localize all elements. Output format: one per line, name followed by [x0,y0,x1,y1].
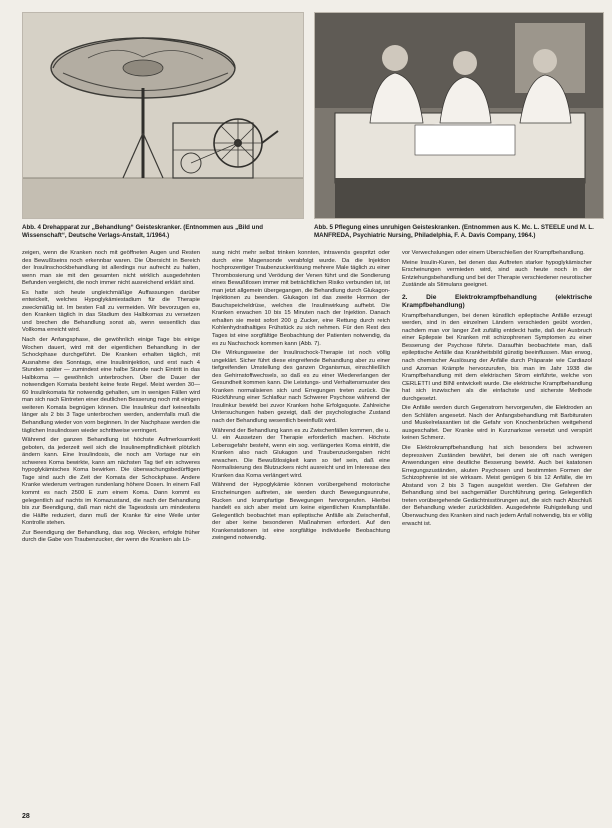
figure-patient-care-illustration [315,13,603,218]
paragraph: Während der Hypoglykämie können vorübergehend motorische Erscheinungen auftreten, sie werden durch Bewegungsunruhe, Rucken und krampfartige Bewegungen hervorgerufen. Hierbei handelt es sich aber meist um keine eigentlichen Krampfanfälle. Gelegentlich beobachtet man epileptische Anfälle als Zwischenfall, der aber keine besonderen Maßnahmen erfordert. Auf den Krankenstationen ist eine sorgfältige individuelle Beobachtung zwingend notwendig. [212,482,390,542]
text-column-middle [212,250,390,812]
paragraph: Während der Behandlung kann es zu Zwischenfällen kommen, die u. U. ein Aussetzen der Therapie erforderlich machen. Höchste Lebensgefahr besteht, wenn ein sog. verlängertes Koma eintritt, die Kranken also nach Glukagon und Traubenzuckergaben nicht erwachen. Die Bewußtlosigkeit kann so tief sein, daß eine Normalisierung des Blutzuckers nicht ausreicht und im Interesse des Kranken das Koma verlängert wird. [212,427,390,479]
figure-patient-care-photo [314,12,604,219]
paragraph: Meine Insulin-Kuren, bei denen das Auftreten starker hypoglykämischer Erscheinungen vermieden wird, sind auch heute noch in der Entziehungsbehandlung und bei der Therapie verschiedener neurotischer Zustände als Stimulans geeignet. [402,259,592,289]
paragraph: sung nicht mehr selbst trinken konnten, intravenös gespritzt oder durch eine Magensonde verabfolgt wurde. Da die Injektion hochprozentiger Traubenzuckerlösung mehrere Male täglich zu einer Thrombosierung und Verödung der Venen führt und die Sondierung eines Bewußtlosen immer mit beträchtlichen Risiko verbunden ist, ist man jetzt allgemein übergegangen, die Behandlung durch Glukagon-Injektionen zu beenden. Glukagon ist das zweite Hormon der Bauchspeicheldrüse, welches die Insulinwirkung aufhebt. Die Kranken erwachen 10 bis 15 Minuten nach der Injektion. Danach erhalten sie meist sofort 200 g Zucker, eine Rettung durch reich Kohlenhydrathaltiges Frühstück zu sich nehmen. Für den Rest des Tages ist eine sorgfältige Beobachtung der Patienten notwendig, da es zu Nachschock kommen kann (Abb. 7). [212,250,390,347]
paragraph: vor Verwechslungen oder einem Überschießen der Krampfbehandlung. [402,250,585,256]
figure-drehapparat-illustration [23,13,303,218]
paragraph: Zur Beendigung der Behandlung, das sog. Wecken, erfolgte früher durch die Gabe von Traubenzucker, der wenn die Kranken als Lö- [22,529,200,544]
paragraph: Die Anfälle werden durch Gegenstrom hervorgerufen, die Elektroden an den Schläfen angesetzt. Nach der Anfangsbehandlung mit Barbituraten und Muskelrelaxantien ist die Gefahr von Knochenbrüchen weitgehend ausgeschaltet. Der Kranke wird in Kurznarkose versetzt und verspürt keinen Schmerz. [402,405,592,442]
text-column-left [22,250,200,812]
paragraph: Krampfbehandlungen, bei denen künstlich epileptische Anfälle erzeugt werden, sind in den einzelnen Ländern verschieden geübt worden, nachdem man vor langer Zeit zufällig entdeckt hatte, daß der Ausbruch einer Epilepsie bei Kranken mit schizophrenen Symptomen zu einer Besserung der Psychose führte. Daraufhin beobachtete man, daß epileptische Anfälle das Krankheitsbild günstig beeinflussen. Man erwog, nach chemischer Auslösung der Anfälle durch Präparate wie Cardiazol und Azoman Krämpfe hervorzurufen, bis man im Jahr 1938 die Krampfbehandlung mit dem elektrischen Strom einführte, welche von CERLETTI und BINI entwickelt wurde. Die elektrische Krampfbehandlung hat sich inzwischen als die einfachste und sicherste Methode durchgesetzt. [402,312,592,402]
paragraph: zeigen, wenn die Kranken noch mit geöffneten Augen und Resten des Bewußtseins noch erkennbar waren. Die Übersicht in Bereich der Insulinschockbehandlung ist allerdings nur aufrecht zu halten, wenn man sie mit den gesamten nicht wirklich ausgedehnten Befunden vergleicht, die noch immer nicht ausreichend erklärt sind. [22,250,200,287]
figure-caption-patient-care: Abb. 5 Pflegung eines unruhigen Geisteskranken. (Entnommen aus K. Mc. L. STEELE und M. L. MANFREDA, Psychiatric Nursing, Philadelphia, F. A. Davis Company, 1964.) [314,224,594,239]
figure-drehapparat-photo [22,12,304,219]
section-heading: 2. Die Elektrokrampfbehandlung (elektrische Krampfbehandlung) [402,293,592,309]
paragraph: Nach der Anfangsphase, die gewöhnlich einige Tage bis einige Wochen dauert, wird mit der eigentlichen Behandlung in der Schockphase durchgeführt. Die Kranken erhalten täglich, mit Ausnahme des Sonntags, eine Insulininjektion, und erst nach 4 Stunden später — zumindest eine halbe Stunde nach Eintritt in das Halbkoma — gewöhnlich unterbrochen. Über die Dauer der notwendigen Komata besteht keine feste Regel. Meist werden 30—60 Insulinkomata für notwendig gehalten, um in wenigen Fällen wird man sich nach Eintreten einer deutlichen Besserung noch mit einigen weiteren Komata begnügen können. Die Insulinkur darf keinesfalls länger als 2 bis 3 Tage unterbrochen werden, andernfalls muß die Behandlung wieder von vorn beginnen. In der Nachphase werden die täglichen Insulindosen wieder schrittweise verringert. [22,337,200,434]
paragraph: Es hatte sich heute ungleichmäßige Auffassungen darüber entwickelt, welches Hypoglykämiestadium für die Therapie zweckmäßig ist. Im besten Fall zu vermeiden. Wir bevorzugen es, den Kranken täglich in das Stadium des Halbkomas zu versetzen und brechen die Behandlung sonst ab, wenn wesentlich das Vollkoma erreicht wird. [22,289,200,334]
paragraph: Die Elektrokrampfbehandlung hat sich besonders bei schweren depressiven Zuständen bewährt, bei denen sie oft nach wenigen Anwendungen eine deutliche Besserung bewirkt. Auch bei katatonen Erregungszuständen, akuten Psychosen und bestimmten Formen der Schizophrenie ist sie wirksam. Meist genügen 6 bis 12 Anfälle, die im Abstand von 2 bis 3 Tagen ausgelöst werden. Die Gefahren der Behandlung sind bei sachgemäßer Durchführung gering. Gelegentlich treten vorübergehende Gedächtnisstörungen auf, die sich nach Abschluß der Behandlung wieder zurückbilden. Ausgedehnte Ruhigstellung und Überwachung des Kranken sind nach jedem Anfall notwendig, bis er völlig erwacht ist. [402,445,592,527]
text-column-right [402,250,592,812]
figure-caption-drehapparat: Abb. 4 Drehapparat zur „Behandlung“ Geisteskranker. (Entnommen aus „Bild und Wissenschaft“, Deutsche Verlags-Anstalt, 1/1964.) [22,224,264,239]
page-number: 28 [22,813,30,820]
paragraph: Während der ganzen Behandlung ist höchste Aufmerksamkeit geboten, da jederzeit weil sich die Insulinempfindlichkeit plötzlich ändern kann. Eine Insulindosis, die noch am Vortage nur ein schweres Koma bewirkte, kann am nächsten Tag tief ein schweres hypoglykämisches Koma bewirken. Die überwachungsbedürftigen Tage sind auch die Zeit der Komata der Schockphase. Andere Kranke wiederum vertragen rundenlang höhere Dosen. In einem Fall kommt es nach 2500 E zum einem Koma. Dann kommt es gelegentlich auf nachts im Komazustand, die nach der Behandlung bis zur Beendigung, daß man nicht die Tagesdosis um mindestens die Hälfte reduziert, dann muß der Kranke für eine Weile unter Kontrolle stehen. [22,437,200,527]
paragraph: Die Wirkungsweise der Insulinschock-Therapie ist noch völlig ungeklärt. Sicher führt diese eingreifende Behandlung aber zu einer tiefgreifenden Umstellung des ganzen Organismus, einschließlich des Gehirnstoffwechsels, so daß es zu einer Wiedererlangen der Gesundheit kommen kann. Die Leistungs- und Verhaltensmuster des Kranken normalisieren sich und Erregungen treten zurück. Die Rückführung einer Schlafkur nach Schwerer Psychose während der Insulinkur bewirkt bei zuvor Kranken hohe Erfolgsquote. Zahlreiche Untersuchungen haben gezeigt, daß der psychologische Zustand nach der Behandlung wesentlich beeinflußt wird. [212,350,390,425]
